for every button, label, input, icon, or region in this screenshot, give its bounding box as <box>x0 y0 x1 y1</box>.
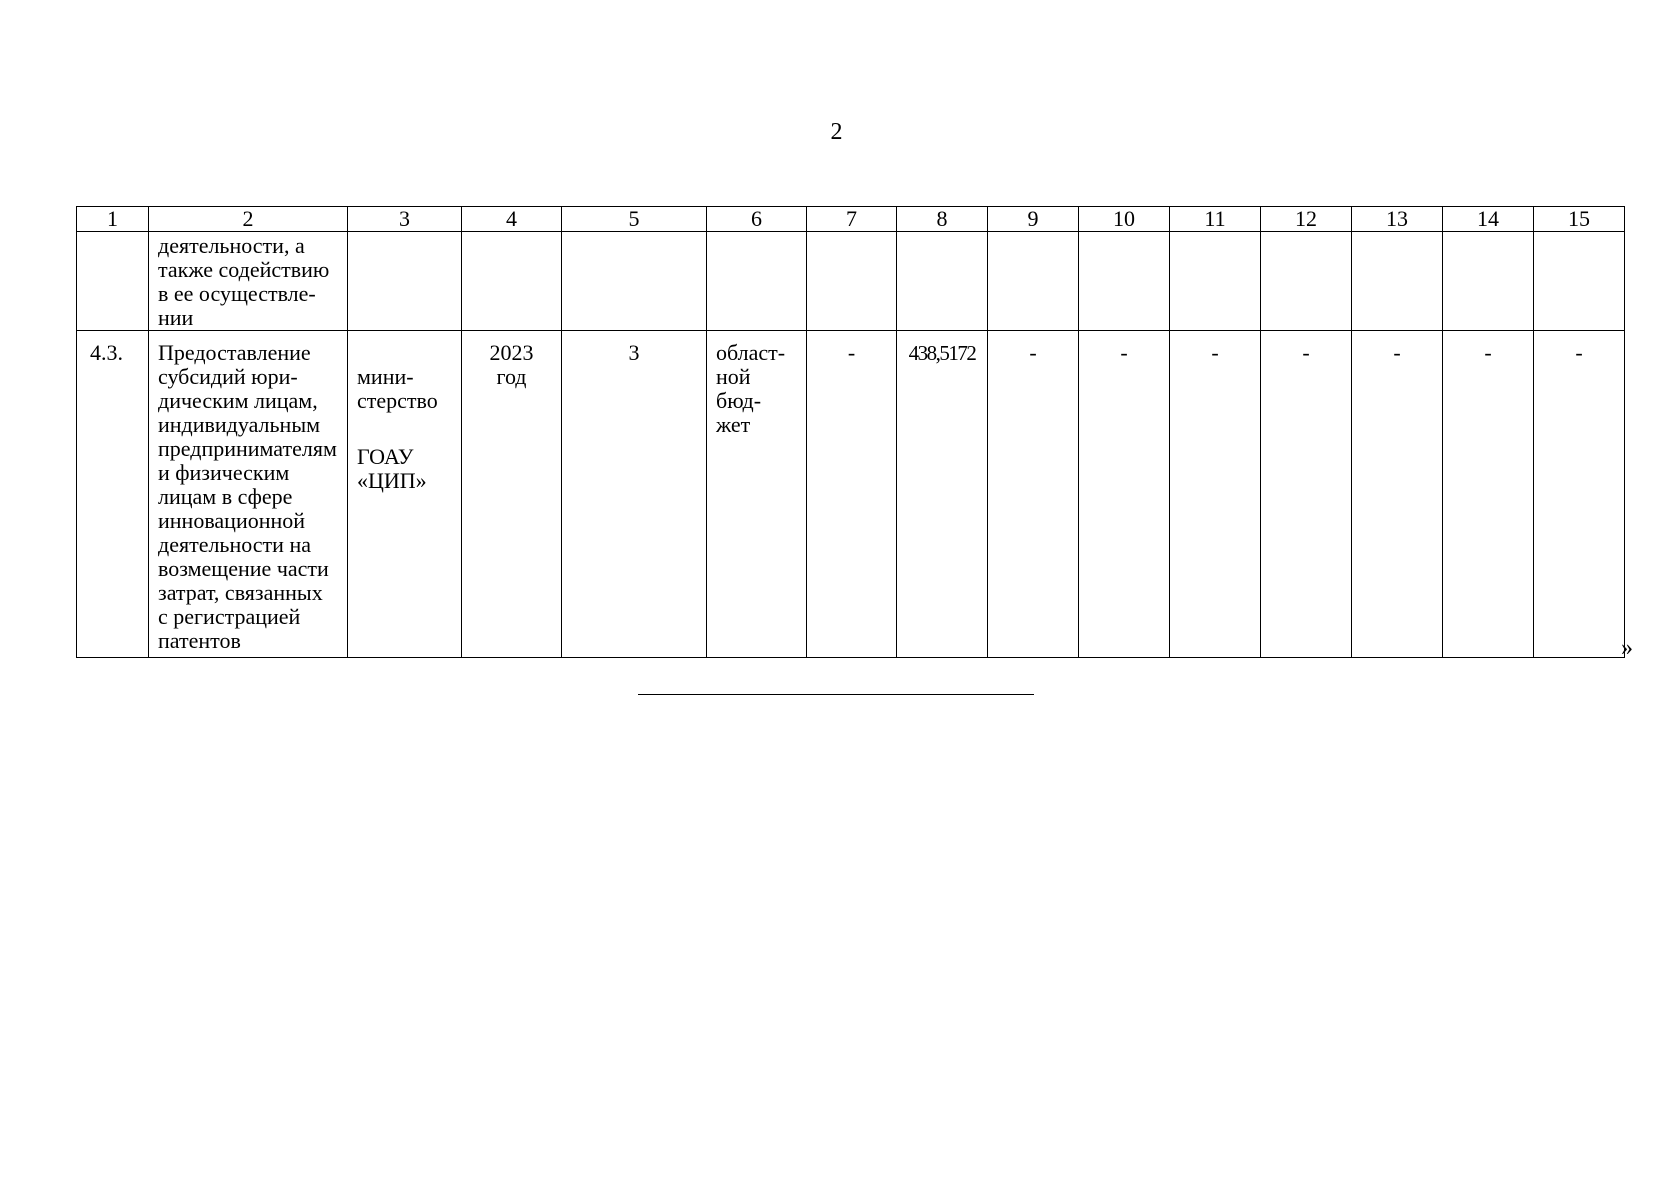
cell-col8 <box>897 331 988 658</box>
cell-empty <box>707 232 807 331</box>
item-number: 4.3. <box>90 340 123 365</box>
cell-empty <box>77 232 149 331</box>
cell-col5 <box>562 331 707 658</box>
cell-col15 <box>1534 331 1625 658</box>
continued-measure-text: деятельности, а также содействию в ее осуществле- нии <box>158 233 330 330</box>
col8-amount: 438,5172 <box>908 341 976 365</box>
cell-empty <box>1079 232 1170 331</box>
cell-col7 <box>807 331 897 658</box>
end-of-document-rule <box>638 694 1034 695</box>
year-value: 2023 год <box>489 340 534 389</box>
column-header-12: 12 <box>1261 207 1352 232</box>
col10-value: - <box>1120 340 1128 365</box>
cell-col9 <box>988 331 1079 658</box>
cell-year <box>462 331 562 658</box>
column-header-2: 2 <box>149 207 348 232</box>
column-header-3: 3 <box>348 207 462 232</box>
column-header-15: 15 <box>1534 207 1625 232</box>
cell-empty <box>1170 232 1261 331</box>
closing-quote-mark: » <box>1621 635 1633 661</box>
table-row-4-3 <box>77 331 1625 658</box>
cell-empty <box>897 232 988 331</box>
table-row-continuation <box>77 232 1625 331</box>
col5-value: 3 <box>628 340 640 365</box>
cell-empty <box>1352 232 1443 331</box>
cell-col13 <box>1352 331 1443 658</box>
page-number: 2 <box>830 119 843 145</box>
cell-empty <box>807 232 897 331</box>
cell-item-number <box>77 331 149 658</box>
column-header-14: 14 <box>1443 207 1534 232</box>
cell-continued-text <box>149 232 348 331</box>
col11-value: - <box>1211 340 1219 365</box>
column-header-6: 6 <box>707 207 807 232</box>
column-header-10: 10 <box>1079 207 1170 232</box>
executor-ministry: мини- стерство <box>357 364 438 413</box>
program-measures-table <box>76 206 1625 658</box>
column-header-13: 13 <box>1352 207 1443 232</box>
cell-col11 <box>1170 331 1261 658</box>
column-header-4: 4 <box>462 207 562 232</box>
col13-value: - <box>1393 340 1401 365</box>
cell-empty <box>1443 232 1534 331</box>
column-header-9: 9 <box>988 207 1079 232</box>
column-header-5: 5 <box>562 207 707 232</box>
cell-executors <box>348 331 462 658</box>
cell-col12 <box>1261 331 1352 658</box>
measure-name: Предоставление субсидий юри- дическим лицам, индивидуальным предпринимателям и физическим лицам в сфере инновационной деятельности на возмещение части затрат, связанных с регистрацией патентов <box>158 340 337 653</box>
col15-value: - <box>1575 340 1583 365</box>
cell-empty <box>348 232 462 331</box>
col14-value: - <box>1484 340 1492 365</box>
cell-empty <box>988 232 1079 331</box>
column-header-1: 1 <box>77 207 149 232</box>
cell-funding-source <box>707 331 807 658</box>
cell-col10 <box>1079 331 1170 658</box>
cell-empty <box>562 232 707 331</box>
column-number-row <box>77 207 1625 232</box>
cell-col14 <box>1443 331 1534 658</box>
col9-value: - <box>1029 340 1037 365</box>
column-header-7: 7 <box>807 207 897 232</box>
col7-value: - <box>847 340 856 365</box>
cell-measure-name <box>149 331 348 658</box>
col12-value: - <box>1302 340 1310 365</box>
column-header-11: 11 <box>1170 207 1261 232</box>
cell-empty <box>1261 232 1352 331</box>
funding-source: област- ной бюд- жет <box>716 340 786 437</box>
executor-goau-cip: ГОАУ «ЦИП» <box>357 444 427 493</box>
column-header-8: 8 <box>897 207 988 232</box>
cell-empty <box>1534 232 1625 331</box>
cell-empty <box>462 232 562 331</box>
